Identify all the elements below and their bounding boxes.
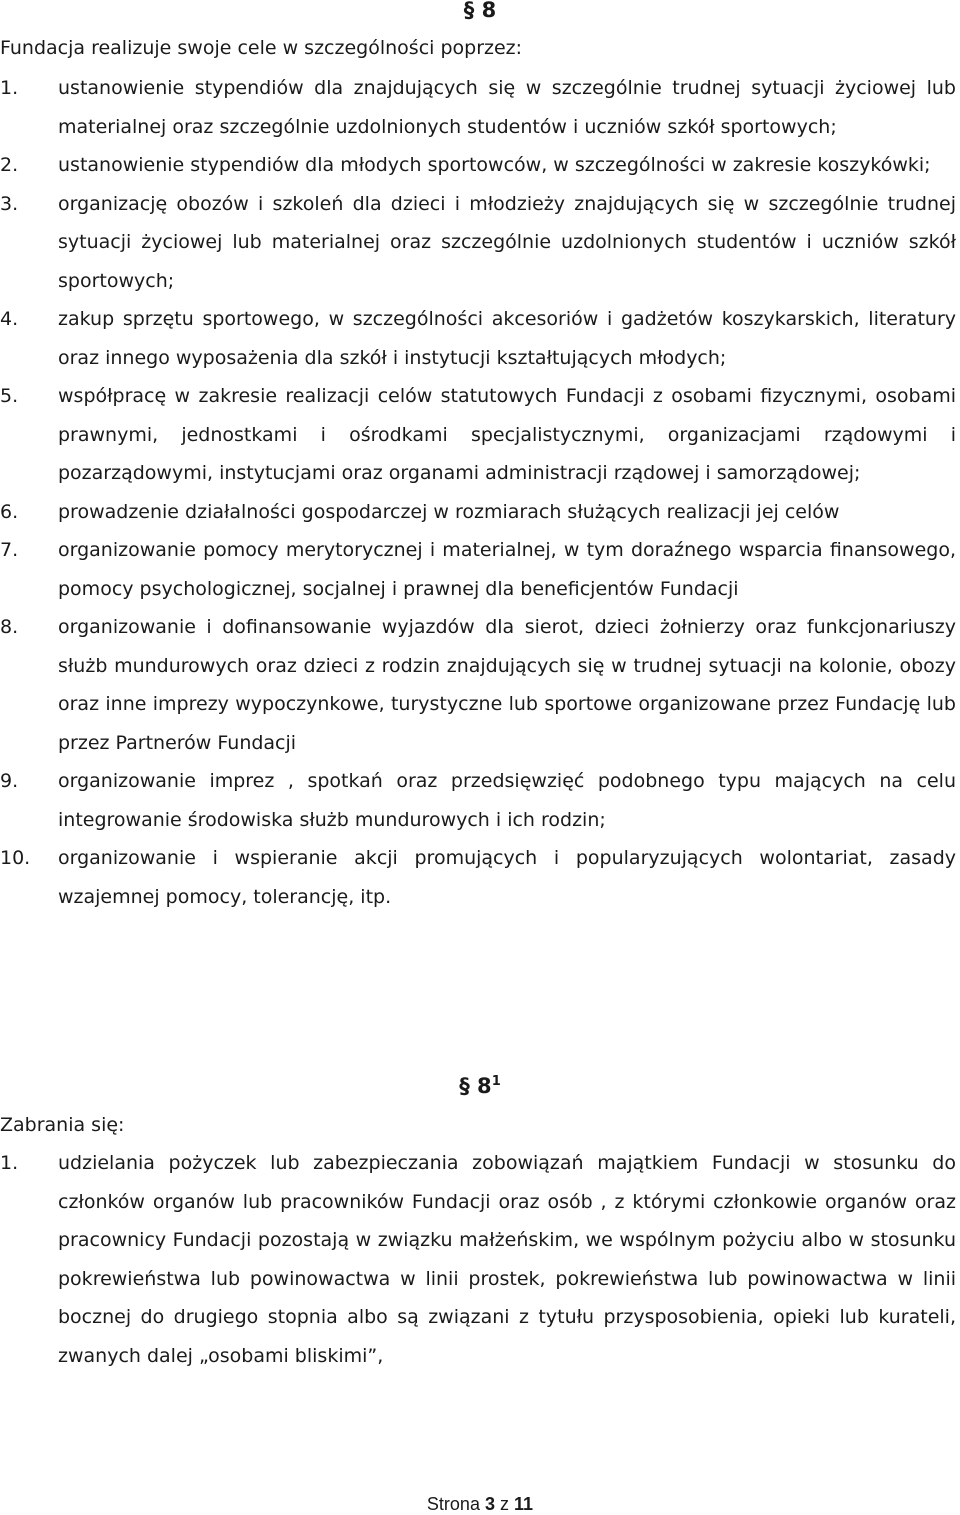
item-number: 7. [0, 539, 19, 561]
section-intro: Zabrania się: [0, 1114, 125, 1136]
footer-separator: z [500, 1494, 510, 1514]
section-heading-superscript: 1 [491, 1074, 501, 1089]
page-footer [0, 1493, 960, 1515]
item-number: 6. [0, 500, 19, 523]
list-item [0, 762, 956, 839]
section-intro: Fundacja realizuje swoje cele w szczególności poprzez: [0, 37, 523, 59]
item-number: 8. [0, 616, 19, 638]
section-list [0, 69, 956, 916]
item-number: 5. [0, 385, 19, 407]
list-item [0, 146, 956, 185]
list-item [0, 493, 956, 532]
item-text: prowadzenie działalności gospodarczej w rozmiarach służących realizacji jej celów [58, 500, 840, 523]
item-number: 9. [0, 770, 19, 792]
section-heading-text: § 8 [463, 0, 497, 22]
list-item [0, 531, 956, 608]
list-item [0, 69, 956, 146]
item-text: organizowanie i dofinansowanie wyjazdów dla sierot, dzieci żołnierzy oraz funkcjonariuszy służb mundurowych oraz dzieci z rodzin znajdujących się w trudnej sytuacji na kolonie, obozy oraz inne imprezy wypoczynkowe, turystyczne lub sportowe organizowane przez Fundację lub przez Partnerów Fundacji [58, 616, 956, 754]
list-item [0, 839, 956, 916]
item-number: 3. [0, 192, 19, 215]
list-item [0, 1144, 956, 1375]
list-item [0, 185, 956, 301]
item-text: organizowanie imprez , spotkań oraz przedsięwzięć podobnego typu mających na celu integrowanie środowiska służb mundurowych i ich rodzin; [58, 770, 956, 831]
item-number: 10. [0, 847, 31, 869]
section-heading-text: § 8 [459, 1074, 492, 1098]
item-text: organizowanie pomocy merytorycznej i materialnej, w tym doraźnego wsparcia finansowego, pomocy psychologicznej, socjalnej i prawnej dla beneficjentów Fundacji [58, 539, 956, 600]
current-page-number: 3 [484, 1494, 495, 1514]
item-number: 1. [0, 77, 19, 99]
item-number: 2. [0, 154, 19, 176]
section-list [0, 1144, 956, 1375]
item-text: udzielania pożyczek lub zabezpieczania zobowiązań majątkiem Fundacji w stosunku do członków organów lub pracowników Fundacji oraz osób , z którymi członkowie organów oraz pracownicy Fundacji pozostają w związku małżeńskim, we wspólnym pożyciu albo w stosunku pokrewieństwa lub powinowactwa w linii prostek, pokrewieństwa lub powinowactwa w linii bocznej do drugiego stopnia albo są związani z tytułu przysposobienia, opieki lub kurateli, zwanych dalej „osobami bliskimi”, [58, 1152, 956, 1367]
item-text: organizowanie i wspieranie akcji promujących i popularyzujących wolontariat, zasady wzajemnej pomocy, tolerancję, itp. [58, 847, 956, 908]
section-heading [0, 1074, 960, 1102]
list-item [0, 377, 956, 493]
item-text: ustanowienie stypendiów dla znajdujących się w szczególnie trudnej sytuacji życiowej lub materialnej oraz szczególnie uzdolnionych studentów i uczniów szkół sportowych; [58, 77, 956, 138]
total-page-count: 11 [514, 1494, 534, 1514]
item-text: organizację obozów i szkoleń dla dzieci i młodzieży znajdujących się w szczególnie trudnej sytuacji życiowej lub materialnej oraz szczególnie uzdolnionych studentów i uczniów szkół sportowych; [58, 192, 956, 292]
list-item [0, 300, 956, 377]
item-text: ustanowienie stypendiów dla młodych sportowców, w szczególności w zakresie koszykówki; [58, 154, 931, 176]
list-item [0, 608, 956, 762]
item-number: 1. [0, 1152, 19, 1174]
item-number: 4. [0, 308, 19, 330]
section-heading [0, 0, 960, 22]
item-text: współpracę w zakresie realizacji celów statutowych Fundacji z osobami fizycznymi, osobami prawnymi, jednostkami i ośrodkami specjalistycznymi, organizacjami rządowymi i pozarządowymi, instytucjami oraz organami administracji rządowej i samorządowej; [58, 385, 956, 484]
footer-prefix: Strona [426, 1494, 480, 1514]
item-text: zakup sprzętu sportowego, w szczególności akcesoriów i gadżetów koszykarskich, literatury oraz innego wyposażenia dla szkół i instytucji kształtujących młodych; [58, 308, 956, 369]
